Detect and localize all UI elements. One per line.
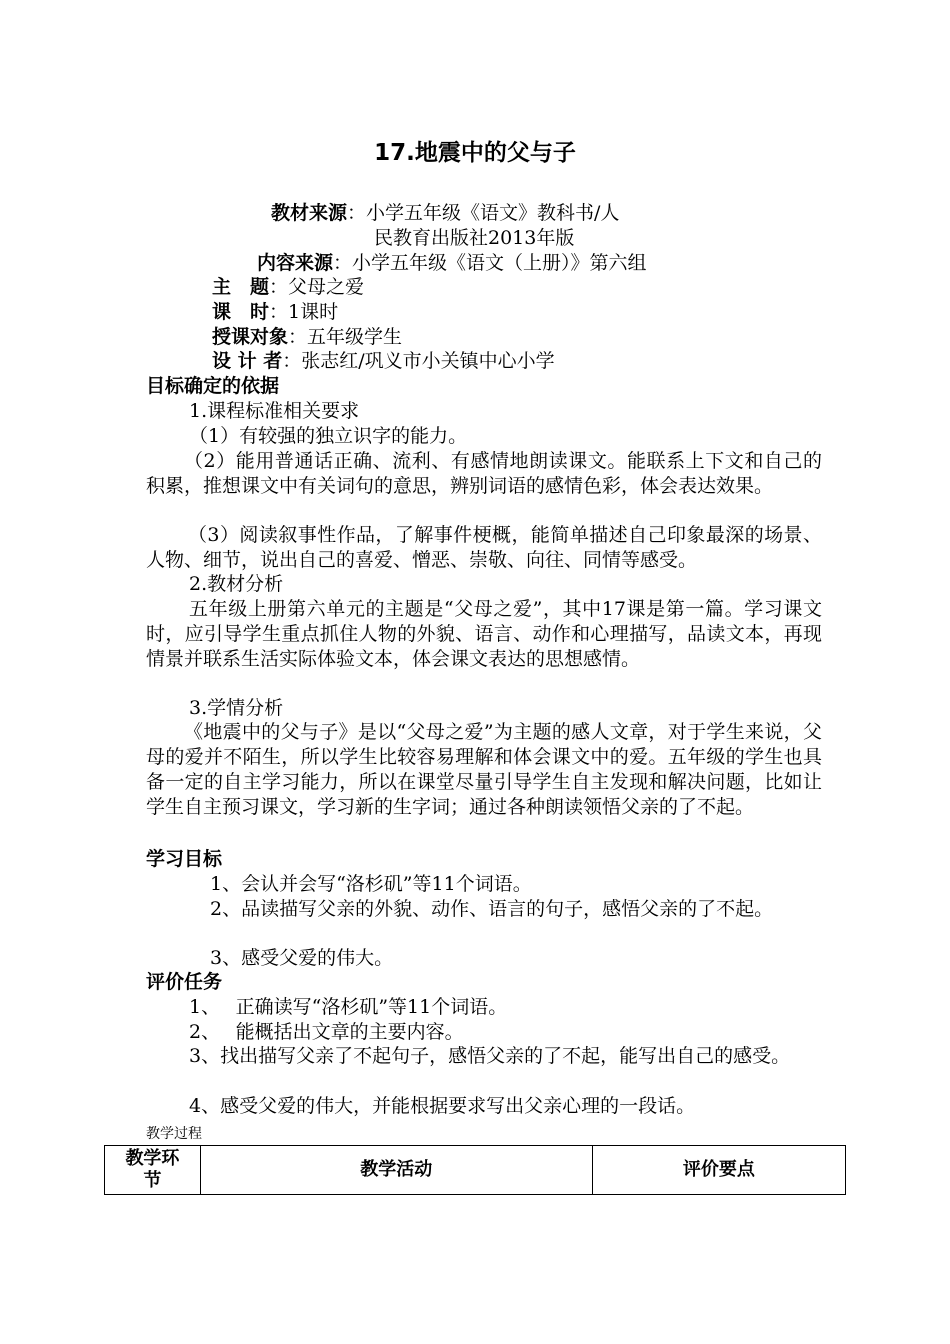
process-table <box>104 1145 846 1195</box>
task-1: 1、 正确读写“洛杉矶”等11个词语。 <box>189 996 508 1018</box>
source-label: 教材来源 <box>271 202 348 224</box>
task-2: 2、 能概括出文章的主要内容。 <box>189 1021 464 1043</box>
goal-1: 1、会认并会写“洛杉矶”等11个词语。 <box>210 873 532 895</box>
audience-line <box>212 325 402 350</box>
period-line <box>212 300 338 325</box>
learner-subheading: 3.学情分析 <box>189 697 284 719</box>
source-line-cont: 民教育出版社2013年版 <box>374 227 575 249</box>
lesson-title: 17.地震中的父与子 <box>374 140 576 166</box>
source-value: ：小学五年级《语文》教科书/人 <box>347 202 620 224</box>
content-source-line <box>257 251 647 276</box>
topic-label: 主 题 <box>212 276 270 298</box>
col-evaluation-header: 评价要点 <box>592 1146 845 1195</box>
designer-label: 设 计 者 <box>212 350 283 372</box>
col-activity-header: 教学活动 <box>200 1146 592 1195</box>
content-source-value: ：小学五年级《语文（上册）》第六组 <box>333 252 647 274</box>
table-header-row <box>105 1146 846 1195</box>
learner-analysis: 《地震中的父与子》是以“父母之爱”为主题的感人文章，对于学生来说，父母的爱并不陌生，所以学生比较容易理解和体会课文中的爱。五年级的学生也具备一定的自主学习能力，所以在课堂尽量引导学生自主发现和解决问题，比如让学生自主预习课文，学习新的生字词；通过各种朗读领悟父亲的了不起。 <box>146 721 822 818</box>
textbook-analysis: 五年级上册第六单元的主题是“父母之爱”，其中17课是第一篇。学习课文时，应引导学生重点抓住人物的外貌、语言、动作和心理描写，品读文本，再现情景并联系生活实际体验文本，体会课文表达的思想感情。 <box>146 598 822 670</box>
audience-value: ：五年级学生 <box>288 326 403 348</box>
period-label: 课 时 <box>212 301 270 323</box>
audience-label: 授课对象 <box>212 326 289 348</box>
standards-item-3: （3）阅读叙事性作品，了解事件梗概，能简单描述自己印象最深的场景、人物、细节，说出自己的喜爱、憎恶、崇敬、向往、同情等感受。 <box>146 524 822 571</box>
standards-item-1: （1）有较强的独立识字的能力。 <box>189 425 468 447</box>
period-value: ：1课时 <box>269 301 339 323</box>
content-source-label: 内容来源 <box>257 252 334 274</box>
col-stage-header <box>105 1146 201 1195</box>
designer-value: ：张志红/巩义市小关镇中心小学 <box>282 350 555 372</box>
goal-2: 2、品读描写父亲的外貌、动作、语言的句子，感悟父亲的了不起。 <box>210 898 774 920</box>
goal-3: 3、感受父爱的伟大。 <box>210 947 394 969</box>
topic-line <box>212 275 364 300</box>
task-4: 4、感受父爱的伟大，并能根据要求写出父亲心理的一段话。 <box>189 1095 696 1117</box>
source-line <box>271 201 619 226</box>
process-label: 教学过程 <box>146 1126 202 1142</box>
basis-heading: 目标确定的依据 <box>146 375 280 397</box>
col-stage-label: 教学环节 <box>125 1148 180 1191</box>
topic-value: ：父母之爱 <box>269 276 365 298</box>
designer-line <box>212 349 555 374</box>
standards-item-2: （2）能用普通话正确、流利、有感情地朗读课文。能联系上下文和自己的积累，推想课文中有关词句的意思，辨别词语的感情色彩，体会表达效果。 <box>146 450 822 497</box>
textbook-subheading: 2.教材分析 <box>189 573 284 595</box>
tasks-heading: 评价任务 <box>146 971 223 993</box>
standards-subheading: 1.课程标准相关要求 <box>189 400 360 422</box>
goals-heading: 学习目标 <box>146 848 223 870</box>
task-3: 3、找出描写父亲了不起句子，感悟父亲的了不起，能写出自己的感受。 <box>189 1045 791 1067</box>
